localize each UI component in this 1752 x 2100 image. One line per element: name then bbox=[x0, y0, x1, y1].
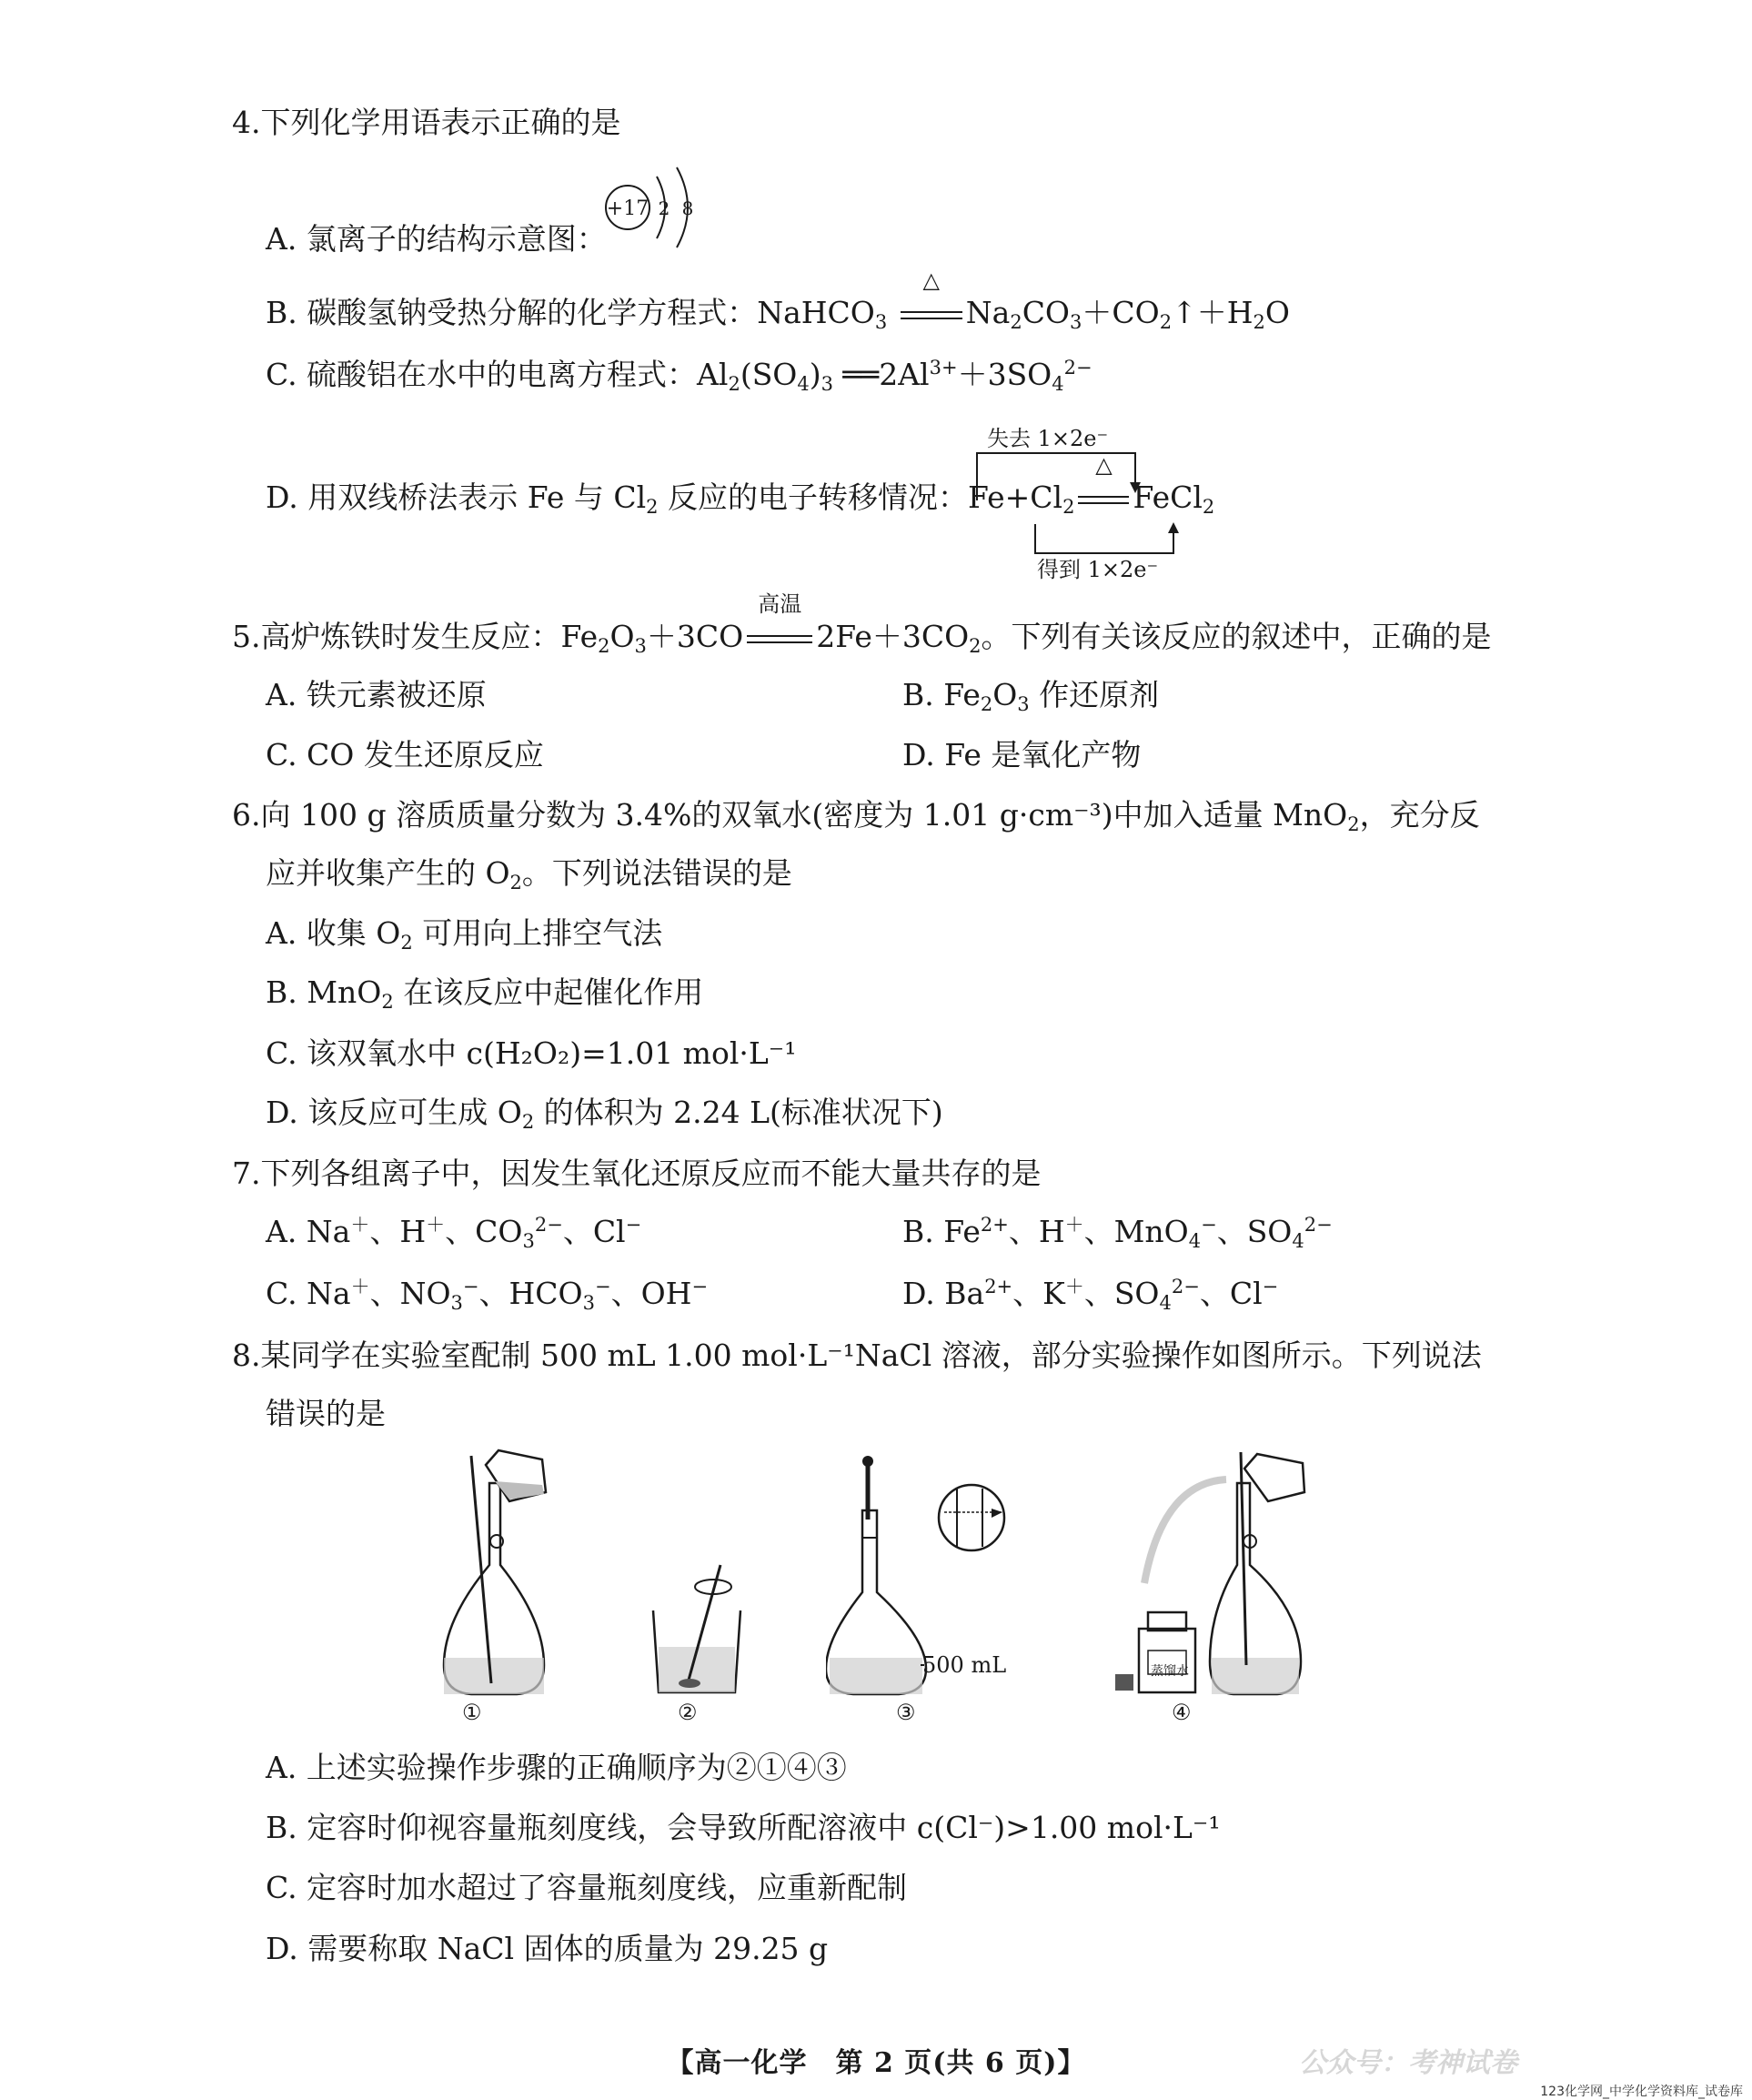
figure-transfer-to-flask bbox=[435, 1447, 562, 1711]
electron-loss-label: 失去 1×2e⁻ bbox=[987, 426, 1109, 451]
q6-stem-line2: 应并收集产生的 $O_2$。下列说法错误的是 bbox=[266, 855, 792, 894]
q6-option-d: D. 该反应可生成 $O_2$ 的体积为 2.24 L(标准状况下) bbox=[266, 1095, 943, 1133]
q8-option-d: D. 需要称取 NaCl 固体的质量为 29.25 g bbox=[266, 1931, 829, 1966]
q7-option-a: A. Na＋、H＋、$CO_3^{2-}$、Cl− bbox=[266, 1214, 642, 1252]
q6-option-c: C. 该双氧水中 c(H₂O₂)=1.01 mol·L⁻¹ bbox=[266, 1035, 797, 1071]
q6-option-a: A. 收集 $O_2$ 可用向上排空气法 bbox=[266, 915, 663, 954]
q7-option-b: B. $Fe^{2+}$、H＋、MnO$_4$−、$SO_4^{2-}$ bbox=[902, 1214, 1333, 1252]
q5-option-b: B. $Fe_2O_3$ 作还原剂 bbox=[902, 677, 1160, 715]
q8-option-a: A. 上述实验操作步骤的正确顺序为②①④③ bbox=[266, 1750, 847, 1785]
q4-stem: 4.下列化学用语表示正确的是 bbox=[232, 105, 621, 140]
q4-option-c: C. 硫酸铝在水中的电离方程式：$Al_2(SO_4)_3$ $══2Al^{3+}+3SO_4^{2-}$ bbox=[266, 357, 1092, 395]
q4-option-b: B. 碳酸氢钠受热分解的化学方程式：NaHCO$_3$ △ $Na_2CO_3+CO_2↑+H_2O$ bbox=[266, 268, 1290, 333]
figure-add-distilled-water bbox=[1108, 1447, 1317, 1711]
q5-option-a: A. 铁元素被还原 bbox=[266, 677, 487, 712]
q5-stem: 5.高炉炼铁时发生反应：$Fe_2O_3+3CO$ 高温 $2Fe+3CO_2$。下列有关该反应的叙述中，正确的是 bbox=[232, 591, 1492, 657]
q8-stem-line1: 8.某同学在实验室配制 500 mL 1.00 mol·L⁻¹NaCl 溶液，部分实验操作如图所示。下列说法 bbox=[232, 1338, 1482, 1373]
q8-option-b: B. 定容时仰视容量瓶刻度线，会导致所配溶液中 c(Cl⁻)>1.00 mol·L⁻¹ bbox=[266, 1810, 1221, 1845]
q6-option-b: B. MnO$_2$ 在该反应中起催化作用 bbox=[266, 974, 704, 1013]
bottle-label: 蒸馏水 bbox=[1151, 1664, 1189, 1679]
figure-label-3: ③ bbox=[896, 1700, 916, 1725]
figure-dissolve-beaker bbox=[648, 1547, 748, 1701]
watermark: 公众号：考神试卷 bbox=[1299, 2047, 1517, 2079]
figure-label-1: ① bbox=[462, 1700, 482, 1725]
shell1-label: 2 bbox=[658, 197, 670, 219]
page-footer: 【高一化学 第 2 页(共 6 页)】 bbox=[666, 2047, 1086, 2079]
q7-option-d: D. $Ba^{2+}$、K＋、$SO_4^{2-}$、Cl− bbox=[902, 1276, 1279, 1314]
q7-option-c: C. Na＋、$NO_3^-$、$HCO_3^-$、OH− bbox=[266, 1276, 709, 1314]
figure-label-2: ② bbox=[678, 1700, 698, 1725]
watermark-source: 123化学网_中学化学资料库_试卷库 bbox=[1540, 2085, 1743, 2099]
chloride-ion-structure-diagram bbox=[600, 162, 710, 253]
nucleus-label: +17 bbox=[606, 197, 649, 220]
flask-volume-mark: 500 mL bbox=[922, 1652, 1007, 1678]
q8-option-c: C. 定容时加水超过了容量瓶刻度线，应重新配制 bbox=[266, 1870, 908, 1905]
electron-gain-label: 得到 1×2e⁻ bbox=[1037, 557, 1159, 582]
q8-stem-line2: 错误的是 bbox=[266, 1396, 386, 1431]
shell2-label: 8 bbox=[681, 197, 694, 219]
q4-option-d: D. 用双线桥法表示 Fe 与 $Cl_2$ 反应的电子转移情况：$Fe+Cl_2$ △ FeCl$_2$ bbox=[266, 452, 1215, 518]
figure-label-4: ④ bbox=[1172, 1700, 1192, 1725]
q6-stem-line1: 6.向 100 g 溶质质量分数为 3.4%的双氧水(密度为 1.01 g·cm⁻³)中加入适量 MnO$_2$，充分反 bbox=[232, 797, 1480, 835]
q4-option-a: A. 氯离子的结构示意图： bbox=[266, 221, 607, 257]
q5-option-c: C. CO 发生还原反应 bbox=[266, 737, 544, 772]
q5-option-d: D. Fe 是氧化产物 bbox=[902, 737, 1142, 772]
q7-stem: 7.下列各组离子中，因发生氧化还原反应而不能大量共存的是 bbox=[232, 1156, 1042, 1191]
